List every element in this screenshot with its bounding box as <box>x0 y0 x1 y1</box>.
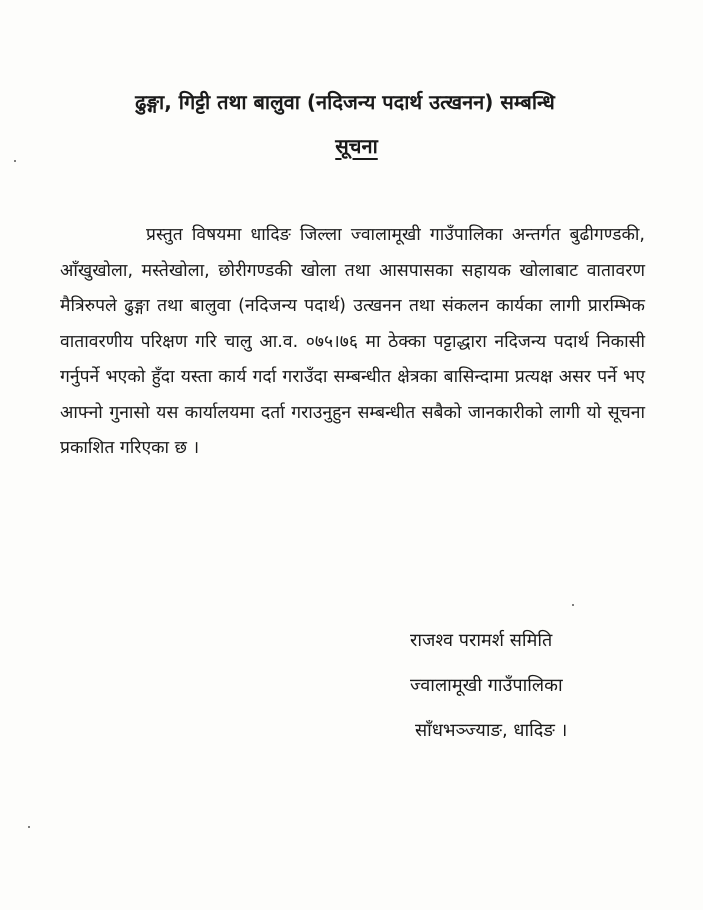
notice-title: ढुङ्गा, गिट्टी तथा बालुवा (नदिजन्य पदार्थ उत्खनन) सम्बन्धि <box>135 90 555 114</box>
scan-speck <box>572 604 574 606</box>
signature-address: साँधभञ्ज्याङ, धादिङ । <box>415 720 568 741</box>
signature-block <box>410 618 690 753</box>
scan-speck <box>28 826 30 828</box>
notice-subtitle-wrap <box>0 132 703 159</box>
signature-municipality: ज्वालामूखी गाउँपालिका <box>410 675 563 696</box>
notice-body: प्रस्तुत विषयमा धादिङ जिल्ला ज्वालामूखी गाउँपालिका अन्तर्गत बुढीगण्डकी, आँखुखोला, मस्तेखोला, छोरीगण्डकी खोला तथा आसपासका सहायक खोलाबाट वातावरण मैत्रिरुपले ढुङ्गा तथा बालुवा (नदिजन्य पदार्थ) उत्खनन तथा संकलन कार्यका लागी प्रारम्भिक वातावरणीय परिक्षण गरि चालु आ.व. ०७५।७६ मा ठेक्का पट्टाद्धारा नदिजन्य पदार्थ निकासी गर्नुपर्ने भएको हुँदा यस्ता कार्य गर्दा गराउँदा सम्बन्धीत क्षेत्रका बासिन्दामा प्रत्यक्ष असर पर्ने भए आफ्नो गुनासो यस कार्यालयमा दर्ता गराउनुहुन सम्बन्धीत सबैको जानकारीको लागी यो सूचना प्रकाशित गरिएका छ । <box>60 225 645 458</box>
notice-subtitle: सूचना <box>335 134 378 158</box>
signature-committee: राजश्व परामर्श समिति <box>410 630 553 651</box>
scan-speck <box>14 160 16 162</box>
